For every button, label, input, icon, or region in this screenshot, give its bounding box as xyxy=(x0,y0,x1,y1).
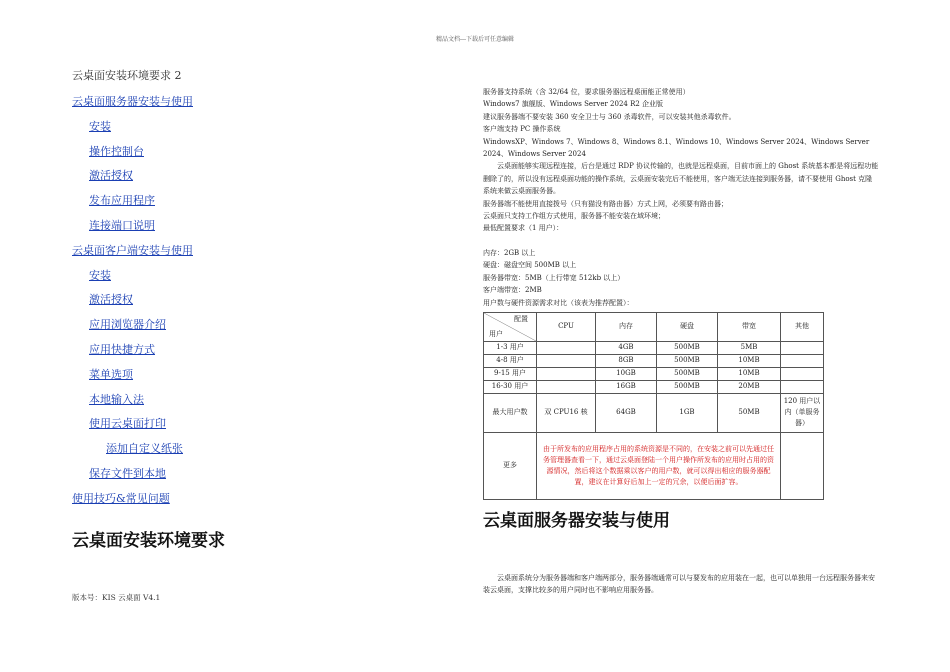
toc-link-custom-paper[interactable]: 添加自定义纸张 xyxy=(106,442,183,456)
table-cell: 10MB xyxy=(718,354,781,367)
corner-bottom-label: 用户 xyxy=(489,329,503,338)
table-cell: 1-3 用户 xyxy=(484,341,537,354)
table-row xyxy=(484,380,824,393)
table-cell: 16-30 用户 xyxy=(484,380,537,393)
table-row xyxy=(484,341,824,354)
corner-top-label: 配置 xyxy=(514,314,528,323)
intro-paragraph: 云桌面系统分为服务器端和客户端两部分，服务器端通常可以与要发布的应用装在一起，也可以单独用一台远程服务器来安装云桌面，支撑比较多的用户同时也不影响应用服务器。 xyxy=(483,574,875,595)
toc-link-client[interactable]: 云桌面客户端安装与使用 xyxy=(72,243,193,257)
header-note: 精品文档---下载后可任意编辑 xyxy=(435,36,515,43)
table-cell xyxy=(781,367,824,380)
table-cell: 8GB xyxy=(596,354,657,367)
spec-line: 硬盘：磁盘空间 500MB 以上 xyxy=(483,261,577,270)
header-cell: 内存 xyxy=(596,312,657,341)
table-cell: 500MB xyxy=(657,341,718,354)
toc-link-console[interactable]: 操作控制台 xyxy=(89,144,144,158)
toc-link-app-shortcut[interactable]: 应用快捷方式 xyxy=(89,342,155,356)
table-cell xyxy=(537,367,596,380)
table-cell: 16GB xyxy=(596,380,657,393)
left-heading: 云桌面安装环境要求 xyxy=(72,531,225,551)
table-of-contents xyxy=(72,66,452,512)
intro-section xyxy=(483,572,879,597)
table-row xyxy=(484,367,824,380)
spec-line: 服务器带宽：5MB（上行带宽 512kb 以上） xyxy=(483,273,625,282)
toc-link-server-activate[interactable]: 激活授权 xyxy=(89,169,133,183)
req-line: 云桌面只支持工作组方式使用，服务器不能安装在域环境； xyxy=(483,212,665,221)
req-line: Windows7 旗舰版、Windows Server 2024 R2 企业版 xyxy=(483,100,664,109)
req-line: 客户端支持 PC 操作系统 xyxy=(483,125,561,134)
spacer xyxy=(483,235,879,247)
config-table xyxy=(483,312,824,500)
table-row-max-users xyxy=(484,393,824,432)
spec-line: 客户端带宽：2MB xyxy=(483,286,542,295)
toc-link-tips-faq[interactable]: 使用技巧&常见问题 xyxy=(72,491,170,505)
requirements-body xyxy=(483,86,879,500)
header-cell: 其他 xyxy=(781,312,824,341)
toc-link-publish-apps[interactable]: 发布应用程序 xyxy=(89,194,155,208)
toc-link-ports[interactable]: 连接端口说明 xyxy=(89,218,155,232)
req-line: 最低配置要求（1 用户）： xyxy=(483,224,564,233)
table-cell: 500MB xyxy=(657,367,718,380)
table-cell: 64GB xyxy=(596,393,657,432)
table-cell xyxy=(781,380,824,393)
section-heading: 云桌面服务器安装与使用 xyxy=(483,511,670,531)
version-label: 版本号：KIS 云桌面 V4.1 xyxy=(72,593,161,602)
table-cell: 5MB xyxy=(718,341,781,354)
toc-link-save-local[interactable]: 保存文件到本地 xyxy=(89,466,166,480)
toc-link-server-install[interactable]: 安装 xyxy=(89,119,111,133)
toc-link-server[interactable]: 云桌面服务器安装与使用 xyxy=(72,95,193,108)
diagonal-header-cell xyxy=(484,312,537,341)
table-cell: 500MB xyxy=(657,354,718,367)
req-line: 服务器端不能使用直接拨号（只有猫没有路由器）方式上网，必须要有路由器； xyxy=(483,199,728,208)
table-cell: 更多 xyxy=(484,432,537,499)
table-row xyxy=(484,354,824,367)
header-cell: 硬盘 xyxy=(657,312,718,341)
table-cell: 50MB xyxy=(718,393,781,432)
toc-link-client-install[interactable]: 安装 xyxy=(89,268,111,282)
table-cell: 1GB xyxy=(657,393,718,432)
table-cell xyxy=(781,432,824,499)
table-cell xyxy=(537,341,596,354)
spec-line: 内存：2GB 以上 xyxy=(483,248,536,257)
table-cell xyxy=(537,354,596,367)
toc-title: 云桌面安装环境要求 2 xyxy=(72,69,182,82)
rdp-paragraph: 云桌面能够实现远程连接，后台是通过 RDP 协议传输的，也就是远程桌面，目前市面上的 Ghost 系统基本都是将远程功能删除了的，所以没有远程桌面功能的操作系统，云桌面安装完后不能使用，客户端无法连接到服务器，请不要使用 Ghost 克隆系统来做云桌面服务器。 xyxy=(483,162,879,196)
toc-link-app-browser[interactable]: 应用浏览器介绍 xyxy=(89,318,166,332)
toc-link-client-activate[interactable]: 激活授权 xyxy=(89,293,133,307)
table-header-row xyxy=(484,312,824,341)
table-cell: 双 CPU16 核 xyxy=(537,393,596,432)
table-cell: 20MB xyxy=(718,380,781,393)
table-cell xyxy=(537,380,596,393)
table-cell: 500MB xyxy=(657,380,718,393)
table-row-more xyxy=(484,432,824,499)
header-cell: 带宽 xyxy=(718,312,781,341)
table-cell xyxy=(781,354,824,367)
table-cell xyxy=(781,341,824,354)
table-cell: 9-15 用户 xyxy=(484,367,537,380)
header-cell: CPU xyxy=(537,312,596,341)
table-cell: 4-8 用户 xyxy=(484,354,537,367)
toc-link-printing[interactable]: 使用云桌面打印 xyxy=(89,417,166,431)
toc-link-menu-options[interactable]: 菜单选项 xyxy=(89,367,133,381)
table-cell: 最大用户数 xyxy=(484,393,537,432)
table-cell: 10MB xyxy=(718,367,781,380)
table-caption: 用户数与硬件资源需求对比（该表为推荐配置）： xyxy=(483,298,634,307)
req-line: 服务器支持系统（含 32/64 位，要求服务器远程桌面能正常使用） xyxy=(483,88,690,96)
more-note: 由于所发布的应用程序占用的系统资源是不同的，在安装之前可以先通过任务管理器查看一下，通过云桌面登陆一个用户操作所发布的应用时占用的资源情况，然后将这个数据乘以客户的用户数，就可以得出相应的服务器配置，建议在计算好后加上一定的冗余，以便后面扩容。 xyxy=(537,432,781,499)
table-cell: 4GB xyxy=(596,341,657,354)
toc-link-local-ime[interactable]: 本地输入法 xyxy=(89,392,144,406)
table-cell: 120 用户以内（单服务器） xyxy=(781,393,824,432)
table-cell: 10GB xyxy=(596,367,657,380)
req-line: WindowsXP、Windows 7、Windows 8、Windows 8.1、Windows 10、Windows Server 2024、Windows Server 2024、Windows Server 2024 xyxy=(483,137,870,159)
req-line: 建议服务器端不要安装 360 安全卫士与 360 杀毒软件，可以安装其他杀毒软件。 xyxy=(483,112,736,121)
